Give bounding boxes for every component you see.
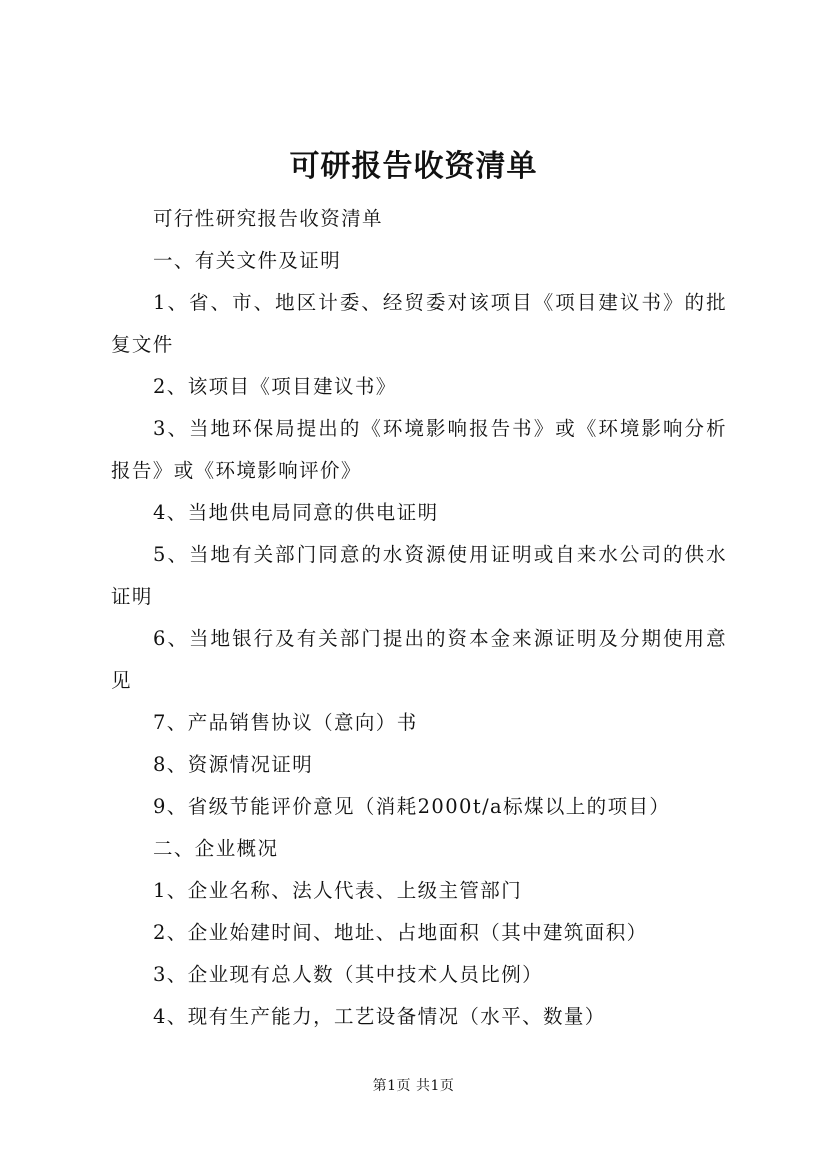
list-item: 1、企业名称、法人代表、上级主管部门 (153, 879, 523, 902)
list-item: 9、省级节能评价意见（消耗2000t/a标煤以上的项目） (153, 795, 671, 818)
document-body (111, 198, 727, 1038)
list-item: 4、现有生产能力，工艺设备情况（水平、数量） (153, 1005, 606, 1028)
list-item: 3、当地环保局提出的《环境影响报告书》或《环境影响分析报告》或《环境影响评价》 (111, 417, 727, 482)
list-item: 2、企业始建时间、地址、占地面积（其中建筑面积） (153, 921, 648, 944)
document-title: 可研报告收资清单 (289, 149, 538, 184)
list-item: 5、当地有关部门同意的水资源使用证明或自来水公司的供水证明 (111, 543, 727, 608)
section-heading: 二、企业概况 (153, 837, 279, 860)
list-item: 8、资源情况证明 (153, 753, 314, 776)
list-item: 7、产品销售协议（意向）书 (153, 711, 418, 734)
list-item: 1、省、市、地区计委、经贸委对该项目《项目建议书》的批复文件 (111, 291, 727, 356)
paragraph: 可行性研究报告收资清单 (153, 207, 383, 230)
list-item: 4、当地供电局同意的供电证明 (153, 501, 439, 524)
section-heading: 一、有关文件及证明 (153, 249, 342, 272)
list-item: 6、当地银行及有关部门提出的资本金来源证明及分期使用意见 (111, 627, 727, 692)
list-item: 2、该项目《项目建议书》 (153, 375, 397, 398)
page-footer: 第1页 共1页 (372, 1078, 455, 1094)
list-item: 3、企业现有总人数（其中技术人员比例） (153, 963, 544, 986)
